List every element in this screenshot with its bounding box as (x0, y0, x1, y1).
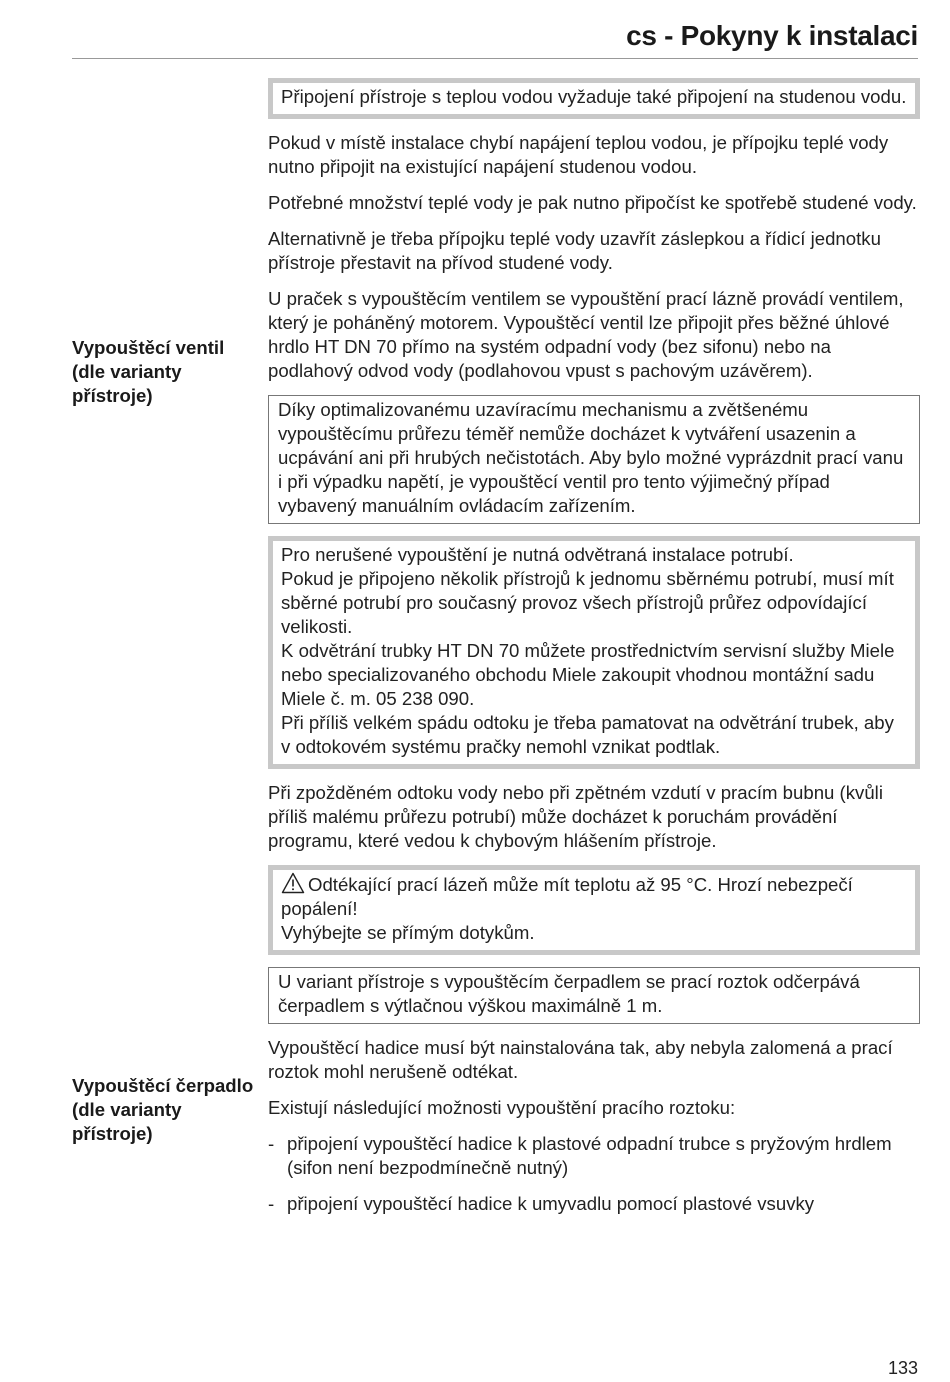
warning-text (281, 872, 907, 921)
note-box-cold-water (268, 78, 920, 119)
section-heading-drain-valve: Vypouštěcí ventil (dle varianty přístroje) (72, 337, 225, 406)
page-header (72, 18, 918, 59)
list-item (268, 1132, 920, 1180)
info-box-drain-pump (268, 967, 920, 1024)
note-line: K odvětrání trubky HT DN 70 můžete prostřednictvím servisní služby Miele nebo specializovaného obchodu Miele zakoupit vhodnou montážní sadu Miele č. m. 05 238 090. (281, 640, 895, 709)
list-item-text: připojení vypouštěcí hadice k plastové odpadní trubce s pryžovým hrdlem (sifon není bezpodmínečně nutný) (287, 1133, 892, 1178)
page-title: cs - Pokyny k instalaci (626, 20, 918, 51)
warning-triangle-icon (281, 872, 305, 894)
paragraph: Existují následující možnosti vypouštění pracího roztoku: (268, 1097, 736, 1118)
info-text: Díky optimalizovanému uzavíracímu mechanismu a zvětšenému vypouštěcímu průřezu téměř nemůže docházet k vytváření usazenin a ucpávání ani při hrubých nečistotách. Aby bylo možné vyprázdnit prací vanu i při výpadku napětí, je vypouštěcí ventil pro tento výjimečný případ vybavený manuálním ovládacím zařízením. (278, 399, 904, 516)
note-line: Pro nerušené vypouštění je nutná odvětraná instalace potrubí. (281, 544, 794, 565)
main-content (268, 78, 920, 1228)
note-text: Připojení přístroje s teplou vodou vyžaduje také připojení na studenou vodu. (281, 86, 907, 107)
info-box-drain-valve (268, 395, 920, 524)
note-line: Pokud je připojeno několik přístrojů k jednomu sběrnému potrubí, musí mít sběrné potrubí pro současný provoz všech přístrojů průřez odpovídající velikosti. (281, 568, 894, 637)
page-number: 133 (887, 1358, 918, 1378)
list-item-text: připojení vypouštěcí hadice k umyvadlu pomocí plastové vsuvky (287, 1193, 815, 1214)
paragraph-delayed-drain: Při zpožděném odtoku vody nebo při zpětném vzdutí v pracím bubnu (kvůli příliš malému průřezu potrubí) může docházet k poruchám provádění programu, které vedou k chybovým hlášením přístroje. (268, 782, 883, 851)
section-heading-drain-pump: Vypouštěcí čerpadlo (dle varianty přístroje) (72, 1075, 254, 1144)
note-line: Při příliš velkém spádu odtoku je třeba pamatovat na odvětrání trubek, aby v odtokovém systému pračky nemohl vznikat podtlak. (281, 712, 894, 757)
paragraph-drain-valve: U praček s vypouštěcím ventilem se vypouštění prací lázně provádí ventilem, který je poháněný motorem. Vypouštěcí ventil lze připojit přes běžné úhlové hrdlo HT DN 70 přímo na systém odpadní vody (bez sifonu) nebo na podlahový odvod vody (podlahovou vpust s pachovým uzávěrem). (268, 288, 904, 381)
paragraph: Pokud v místě instalace chybí napájení teplou vodou, je přípojku teplé vody nutno připojit na existující napájení studenou vodou. (268, 132, 889, 177)
paragraph: Vypouštěcí hadice musí být nainstalována tak, aby nebyla zalomená a prací roztok mohl nerušeně odtékat. (268, 1037, 893, 1082)
list-marker: - (268, 1133, 275, 1154)
warning-line-1: Odtékající prací lázeň může mít teplotu až 95 °C. Hrozí nebezpečí popálení! (281, 874, 853, 919)
info-text: U variant přístroje s vypouštěcím čerpadlem se prací roztok odčerpává čerpadlem s výtlačnou výškou maximálně 1 m. (278, 971, 860, 1016)
list-marker: - (268, 1193, 275, 1214)
list-item (268, 1192, 920, 1216)
note-box-ventilation (268, 536, 920, 769)
warning-line-2: Vyhýbejte se přímým dotykům. (281, 922, 535, 943)
paragraph: Potřebné množství teplé vody je pak nutno připočíst ke spotřebě studené vody. (268, 192, 917, 213)
paragraph: Alternativně je třeba přípojku teplé vody uzavřít záslepkou a řídicí jednotku přístroje přestavit na přívod studené vody. (268, 228, 881, 273)
warning-box (268, 865, 920, 955)
